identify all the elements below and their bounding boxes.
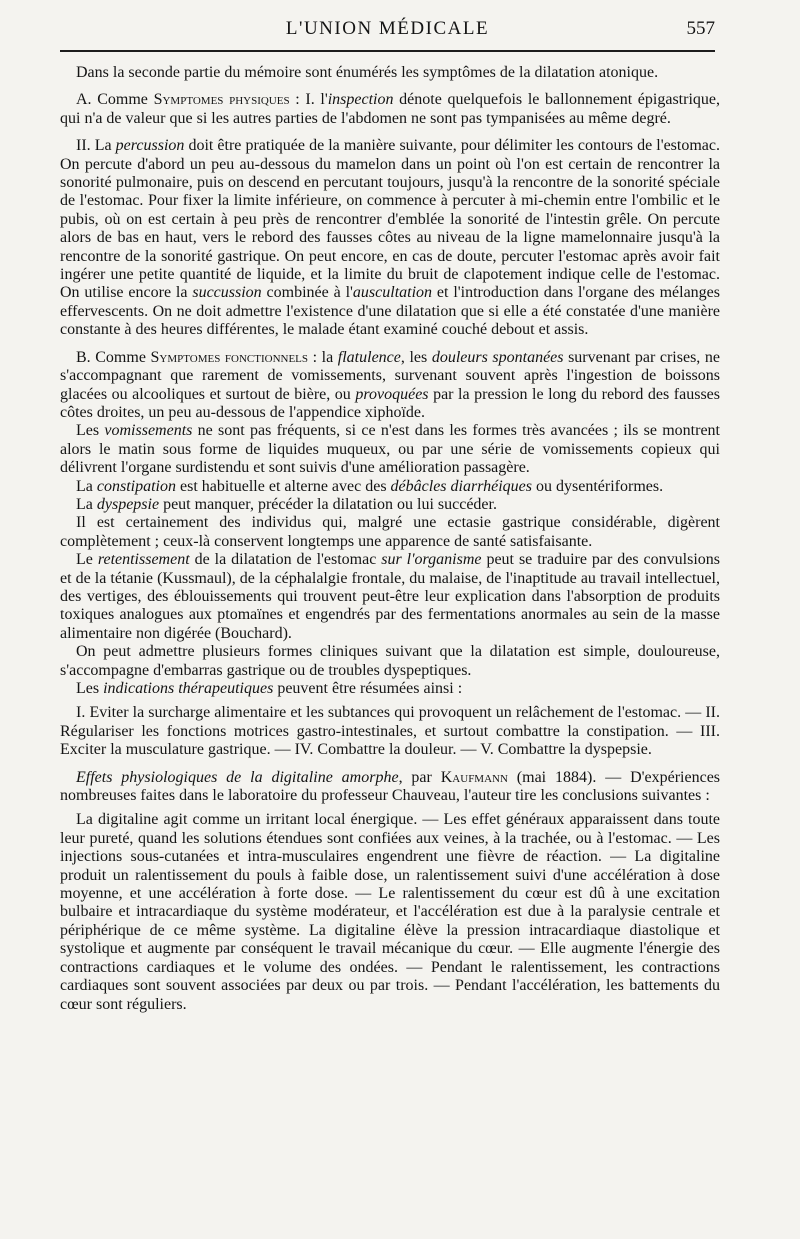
small-caps-heading: Symptomes physiques	[153, 91, 290, 109]
paragraph-percussion: II. La percussion doit être pratiquée de la manière suivante, pour délimiter les contours de l'estomac. On percute d'abord un peu au-dessous du mamelon dans un point où l'on est certain de rencontrer la sonorité pulmonaire, puis on descend en percutant toujours, jusqu'à la rencontre de la sonorité spéciale de l'estomac. Pour fixer la limite inférieure, on commence à percuter à mi-chemin entre l'ombilic et le pubis, où on est certain à peu près de rencontrer d'emblée la sonorité de l'intestin grêle. On percute alors de bas en haut, vers le rebord des fausses côtes au niveau de la ligne mamelonnaire jusqu'à la rencontre de la sonorité gastrique. On peut encore, en cas de doute, percuter l'estomac après avoir fait ingérer une petite quantité de liquide, et la limite du bruit de clapotement indique celle de l'estomac. On utilise encore la succussion combinée à l'auscultation et l'introduction dans l'organe des mélanges effervescents. On ne doit admettre l'existence d'une dilatation que si elle a été constatée d'une manière constante à des heures différentes, le malade étant examiné couché debout et assis.	[60, 137, 721, 339]
paragraph-digitaline-conclusions: La digitaline agit comme un irritant local énergique. — Les effet généraux apparaissent dans toute leur pureté, quand les solutions étendues sont confiées aux veines, à la trachée, ou à l'estomac. — Les injections sous-cutanées et intra-musculaires engendrent une fièvre de réaction. — La digitaline produit un ralentissement du pouls à faible dose, un ralentissement suivi d'une accélération à dose moyenne, et une accélération à forte dose. — Le ralentissement du cœur est dû à une excitation bulbaire et intracardiaque du système modérateur, et l'accélération est due à la paralysie centrale et périphérique de ce même système. La digitaline élève la pression intracardiaque diastolique et systolique et augmente par conséquent le travail mécanique du cœur. — Elle augmente l'énergie des contractions cardiaques et le volume des ondées. — Pendant le ralentissement, les contractions cardiaques sont souvent associées par deux ou par trois. — Pendant l'accélération, les battements du cœur sont réguliers.	[60, 811, 720, 1013]
paragraph-dyspepsia: La dyspepsie peut manquer, précéder la dilatation ou lui succéder.	[76, 495, 497, 513]
paragraph-indications: Les indications thérapeutiques peuvent être résumées ainsi :	[76, 680, 463, 697]
paragraph-ectasia: Il est certainement des individus qui, malgré une ectasie gastrique considérable, digèrent complètement ; ceux-là conservent longtemps une apparence de santé satisfaisante.	[60, 514, 720, 550]
paragraph-constipation: La constipation est habituelle et alterne avec des débâcles diarrhéiques ou dysentériformes.	[76, 477, 664, 495]
paragraph-symptoms-intro: Dans la seconde partie du mémoire sont énumérés les symptômes de la dilatation atonique.	[76, 64, 659, 81]
paragraph-vomiting: Les vomissements ne sont pas fréquents, si ce n'est dans les formes très avancées ; ils se montrent alors le matin sous forme de liquides muqueux, ou par une série de vomissements copieux qui délivrent l'organe surdistendu et sont suivis d'une amélioration passagère.	[60, 422, 721, 477]
article-body	[60, 64, 720, 1014]
small-caps-heading: Symptomes fonctionnels	[150, 348, 309, 366]
paragraph-functional-symptoms: B. Comme Symptomes fonctionnels : la flatulence, les douleurs spontanées survenant par crises, ne s'accompagnant que rarement de vomissements, survenant souvent après l'ingestion de boissons glacées ou alcooliques et surtout de bière, ou provoquées par la pression le long du rebord des fausses côtes droites, un peu au-dessous de l'appendice xiphoïde.	[60, 348, 721, 421]
paragraph-clinical-forms: On peut admettre plusieurs formes cliniques suivant que la dilatation est simple, douloureuse, s'accompagne d'embarras gastrique ou de troubles dyspeptiques.	[60, 643, 720, 679]
header-rule	[60, 50, 715, 52]
paragraph-digitaline-heading: Effets physiologiques de la digitaline amorphe, par Kaufmann (mai 1884). — D'expériences nombreuses faites dans le laboratoire du professeur Chauveau, l'auteur tire les conclusions suivantes :	[60, 768, 721, 805]
journal-title: L'UNION MÉDICALE	[285, 18, 490, 39]
paragraph-repercussion: Le retentissement de la dilatation de l'estomac sur l'organisme peut se traduire par des convulsions et de la tétanie (Kussmaul), de la céphalalgie frontale, du malaise, de l'inaptitude au travail intellectuel, des vertiges, des éblouissements qui trouvent peut-être leur explication dans l'absorption de produits toxiques analogues aux ptomaïnes et engendrés par des fermentations anormales au sein de la masse alimentaire non digérée (Bouchard).	[60, 551, 721, 642]
paragraph-treatment-list: I. Eviter la surcharge alimentaire et les subtances qui provoquent un relâchement de l'estomac. — II. Régulariser les fonctions motrices gastro-intestinales, et surtout combattre la constipation. — III. Exciter la musculature gastrique. — IV. Combattre la douleur. — V. Combattre la dyspepsie.	[60, 704, 720, 759]
running-header	[60, 18, 715, 44]
author-name: Kaufmann	[440, 768, 508, 786]
paragraph-physical-symptoms: A. Comme Symptomes physiques : I. l'inspection dénote quelquefois le ballonnement épigastrique, qui n'a de valeur que si les autres parties de l'abdomen ne sont pas tympanisées au même degré.	[60, 91, 721, 127]
page-number: 557	[686, 18, 715, 39]
